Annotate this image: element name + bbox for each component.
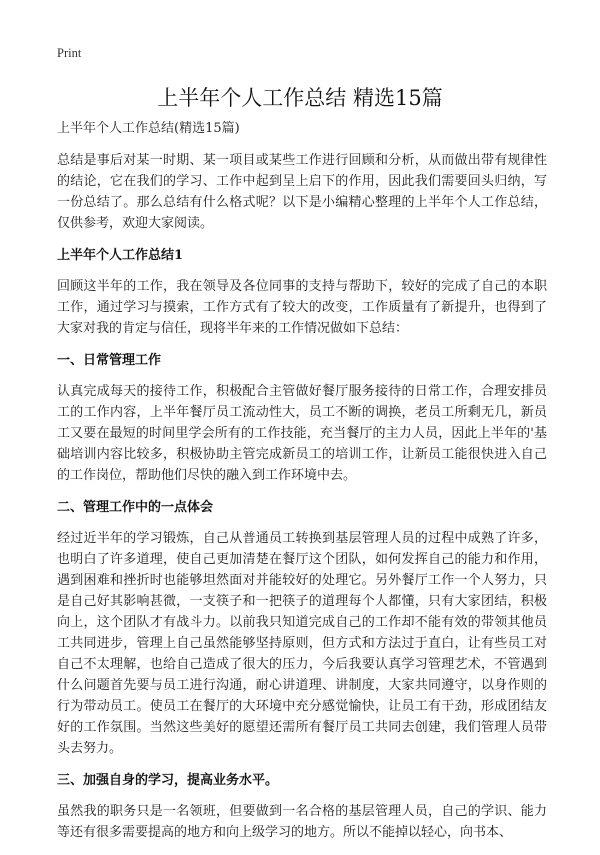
section-paragraph-daily-management: 认真完成每天的接待工作，积极配合主管做好餐厅服务接待的日常工作，合理安排员工的工作内容，上半年餐厅员工流动性大，员工不断的调换，老员工所剩无几，新员工又要在最短的时间里学会所有的工作技能，充当餐厅的主力人员，因此上半年的'基础培训内容比较多，积极协助主管完成新员工的培训工作，让新员工能很快进入自己的工作岗位，帮助他们尽快的融入到工作环境中去。 bbox=[57, 384, 547, 483]
section-paragraph-self-learning: 虽然我的职务只是一名领班，但要做到一名合格的基层管理人员，自己的学识、能力等还有很多需要提高的地方和向上级学习的地方。所以不能掉以轻心，向书本、 bbox=[57, 804, 547, 840]
section-heading-management-insights: 二、管理工作中的一点体会 bbox=[57, 500, 214, 515]
section-paragraph-management-insights: 经过近半年的学习锻炼，自己从普通员工转换到基层管理人员的过程中成熟了许多，也明白了许多道理，使自己更加清楚在餐厅这个团队，如何发挥自己的能力和作用，遇到困难和挫折时也能够坦然面对并能较好的处理它。另外餐厅工作一个人努力，只是自己好其影响甚微，一支筷子和一把筷子的道理每个人都懂，只有大家团结，积极向上，这个团队才有战斗力。以前我只知道完成自己的工作却不能有效的带领其他员工共同进步，管理上自己虽然能够坚持原则，但方式和方法过于直白，让有些员工对自己不太理解，也给自己造成了很大的压力，今后我要认真学习管理艺术，不管遇到什么问题首先要与员工进行沟通，耐心讲道理、讲制度，大家共同遵守，以身作则的行为带动员工。使员工在餐厅的大环境中充分感觉愉快，让员工有干劲，形成团结友好的工作氛围。当然这些美好的愿望还需所有餐厅员工共同去创建，我们管理人员带头去努力。 bbox=[57, 531, 547, 756]
print-link[interactable]: Print bbox=[57, 46, 82, 60]
page-title: 上半年个人工作总结 精选15篇 bbox=[157, 86, 443, 110]
article-subtitle: 上半年个人工作总结(精选15篇) bbox=[57, 121, 240, 136]
intro-paragraph: 总结是事后对某一时期、某一项目或某些工作进行回顾和分析，从而做出带有规律性的结论，它在我们的学习、工作中起到呈上启下的作用，因此我们需要回头归纳，写一份总结了。那么总结有什么格式呢？以下是小编精心整理的上半年个人工作总结，仅供参考，欢迎大家阅读。 bbox=[57, 153, 547, 231]
section-paragraph-summary-1: 回顾这半年的工作，我在领导及各位同事的支持与帮助下，较好的完成了自己的本职工作，通过学习与摸索，工作方式有了较大的改变，工作质量有了新提升，也得到了大家对我的肯定与信任，现将半年来的工作情况做如下总结： bbox=[57, 279, 547, 336]
section-heading-daily-management: 一、日常管理工作 bbox=[57, 353, 162, 368]
section-heading-summary-1: 上半年个人工作总结1 bbox=[57, 248, 184, 263]
article-body bbox=[57, 120, 547, 855]
section-heading-self-learning: 三、加强自身的学习，提高业务水平。 bbox=[57, 773, 279, 788]
